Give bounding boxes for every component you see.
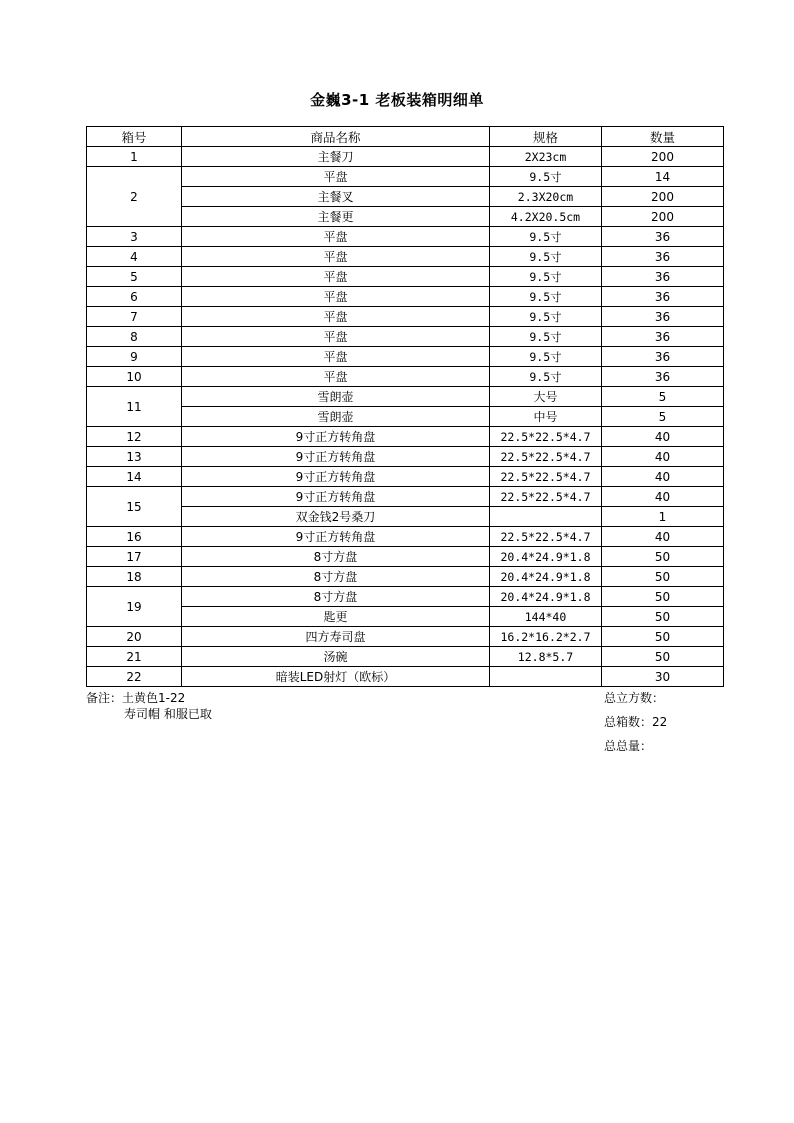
spec: 9.5寸: [490, 167, 602, 187]
table-row: [87, 407, 724, 427]
spec: 22.5*22.5*4.7: [490, 447, 602, 467]
product-name: 平盘: [182, 227, 490, 247]
quantity: 200: [602, 147, 724, 167]
quantity: 36: [602, 267, 724, 287]
spec: 22.5*22.5*4.7: [490, 487, 602, 507]
table-row: [87, 627, 724, 647]
product-name: 平盘: [182, 247, 490, 267]
spec: 9.5寸: [490, 307, 602, 327]
box-no: 11: [87, 387, 182, 427]
quantity: 200: [602, 187, 724, 207]
box-no: 20: [87, 627, 182, 647]
table-row: [87, 467, 724, 487]
product-name: 汤碗: [182, 647, 490, 667]
product-name: 平盘: [182, 267, 490, 287]
table-row: [87, 607, 724, 627]
box-no: 6: [87, 287, 182, 307]
header-product-name: 商品名称: [182, 127, 490, 147]
quantity: 40: [602, 527, 724, 547]
quantity: 36: [602, 307, 724, 327]
spec: 20.4*24.9*1.8: [490, 587, 602, 607]
quantity: 40: [602, 447, 724, 467]
box-no: 2: [87, 167, 182, 227]
remarks-line-1: 备注：土黄色1-22: [86, 691, 186, 705]
spec: 2.3X20cm: [490, 187, 602, 207]
summary-block: [604, 690, 667, 762]
table-row: [87, 547, 724, 567]
product-name: 主餐刀: [182, 147, 490, 167]
quantity: 36: [602, 287, 724, 307]
product-name: 平盘: [182, 347, 490, 367]
product-name: 平盘: [182, 167, 490, 187]
spec: 22.5*22.5*4.7: [490, 527, 602, 547]
total-weight: 总总量：: [604, 739, 653, 753]
product-name: 主餐更: [182, 207, 490, 227]
table-row: [87, 527, 724, 547]
remarks-line-2: 寿司帽 和服已取: [124, 707, 212, 721]
table-row: [87, 287, 724, 307]
box-no: 12: [87, 427, 182, 447]
quantity: 50: [602, 587, 724, 607]
quantity: 36: [602, 227, 724, 247]
table-row: [87, 267, 724, 287]
quantity: 30: [602, 667, 724, 687]
product-name: 8寸方盘: [182, 547, 490, 567]
quantity: 50: [602, 547, 724, 567]
product-name: 平盘: [182, 327, 490, 347]
remarks: [86, 690, 212, 722]
total-volume: 总立方数：: [604, 691, 665, 705]
spec: 大号: [490, 387, 602, 407]
product-name: 8寸方盘: [182, 567, 490, 587]
box-no: 1: [87, 147, 182, 167]
box-no: 22: [87, 667, 182, 687]
quantity: 40: [602, 467, 724, 487]
product-name: 9寸正方转角盘: [182, 527, 490, 547]
product-name: 8寸方盘: [182, 587, 490, 607]
spec: 2X23cm: [490, 147, 602, 167]
spec: 9.5寸: [490, 247, 602, 267]
spec: 9.5寸: [490, 367, 602, 387]
header-spec: 规格: [490, 127, 602, 147]
spec: 4.2X20.5cm: [490, 207, 602, 227]
quantity: 40: [602, 487, 724, 507]
quantity: 50: [602, 627, 724, 647]
product-name: 雪朗壶: [182, 387, 490, 407]
box-no: 21: [87, 647, 182, 667]
box-no: 8: [87, 327, 182, 347]
table-header-row: [87, 127, 724, 147]
box-no: 14: [87, 467, 182, 487]
spec: 9.5寸: [490, 267, 602, 287]
quantity: 36: [602, 327, 724, 347]
table-row: [87, 447, 724, 467]
table-row: [87, 367, 724, 387]
box-no: 16: [87, 527, 182, 547]
product-name: 四方寿司盘: [182, 627, 490, 647]
table-row: [87, 587, 724, 607]
table-row: [87, 187, 724, 207]
spec: 9.5寸: [490, 227, 602, 247]
spec: 144*40: [490, 607, 602, 627]
product-name: 雪朗壶: [182, 407, 490, 427]
table-row: [87, 647, 724, 667]
table-row: [87, 207, 724, 227]
spec: 9.5寸: [490, 327, 602, 347]
quantity: 36: [602, 347, 724, 367]
table-row: [87, 167, 724, 187]
table-row: [87, 507, 724, 527]
table-row: [87, 307, 724, 327]
quantity: 5: [602, 407, 724, 427]
table-row: [87, 387, 724, 407]
quantity: 36: [602, 247, 724, 267]
packing-table: [86, 126, 724, 687]
quantity: 50: [602, 607, 724, 627]
product-name: 暗装LED射灯（欧标）: [182, 667, 490, 687]
box-no: 3: [87, 227, 182, 247]
product-name: 平盘: [182, 367, 490, 387]
product-name: 双金钱2号桑刀: [182, 507, 490, 527]
spec: 16.2*16.2*2.7: [490, 627, 602, 647]
product-name: 9寸正方转角盘: [182, 427, 490, 447]
table-row: [87, 487, 724, 507]
product-name: 平盘: [182, 307, 490, 327]
table-row: [87, 247, 724, 267]
quantity: 14: [602, 167, 724, 187]
table-row: [87, 347, 724, 367]
table-row: [87, 227, 724, 247]
product-name: 9寸正方转角盘: [182, 487, 490, 507]
spec: 中号: [490, 407, 602, 427]
quantity: 5: [602, 387, 724, 407]
spec: 22.5*22.5*4.7: [490, 427, 602, 447]
spec: 20.4*24.9*1.8: [490, 567, 602, 587]
box-no: 10: [87, 367, 182, 387]
product-name: 平盘: [182, 287, 490, 307]
header-box-no: 箱号: [87, 127, 182, 147]
spec: 20.4*24.9*1.8: [490, 547, 602, 567]
product-name: 9寸正方转角盘: [182, 447, 490, 467]
total-boxes: 总箱数：22: [604, 715, 668, 729]
box-no: 9: [87, 347, 182, 367]
spec: 22.5*22.5*4.7: [490, 467, 602, 487]
box-no: 17: [87, 547, 182, 567]
quantity: 36: [602, 367, 724, 387]
product-name: 9寸正方转角盘: [182, 467, 490, 487]
box-no: 19: [87, 587, 182, 627]
box-no: 13: [87, 447, 182, 467]
page-title: 金巍3-1 老板装箱明细单: [310, 91, 484, 109]
table-row: [87, 567, 724, 587]
spec: 9.5寸: [490, 347, 602, 367]
quantity: 50: [602, 647, 724, 667]
quantity: 40: [602, 427, 724, 447]
quantity: 200: [602, 207, 724, 227]
table-row: [87, 427, 724, 447]
quantity: 1: [602, 507, 724, 527]
box-no: 7: [87, 307, 182, 327]
box-no: 4: [87, 247, 182, 267]
spec: [490, 507, 602, 527]
product-name: 主餐叉: [182, 187, 490, 207]
product-name: 匙更: [182, 607, 490, 627]
table-row: [87, 147, 724, 167]
box-no: 18: [87, 567, 182, 587]
box-no: 15: [87, 487, 182, 527]
box-no: 5: [87, 267, 182, 287]
header-quantity: 数量: [602, 127, 724, 147]
quantity: 50: [602, 567, 724, 587]
table-row: [87, 327, 724, 347]
spec: 12.8*5.7: [490, 647, 602, 667]
spec: [490, 667, 602, 687]
spec: 9.5寸: [490, 287, 602, 307]
table-row: [87, 667, 724, 687]
